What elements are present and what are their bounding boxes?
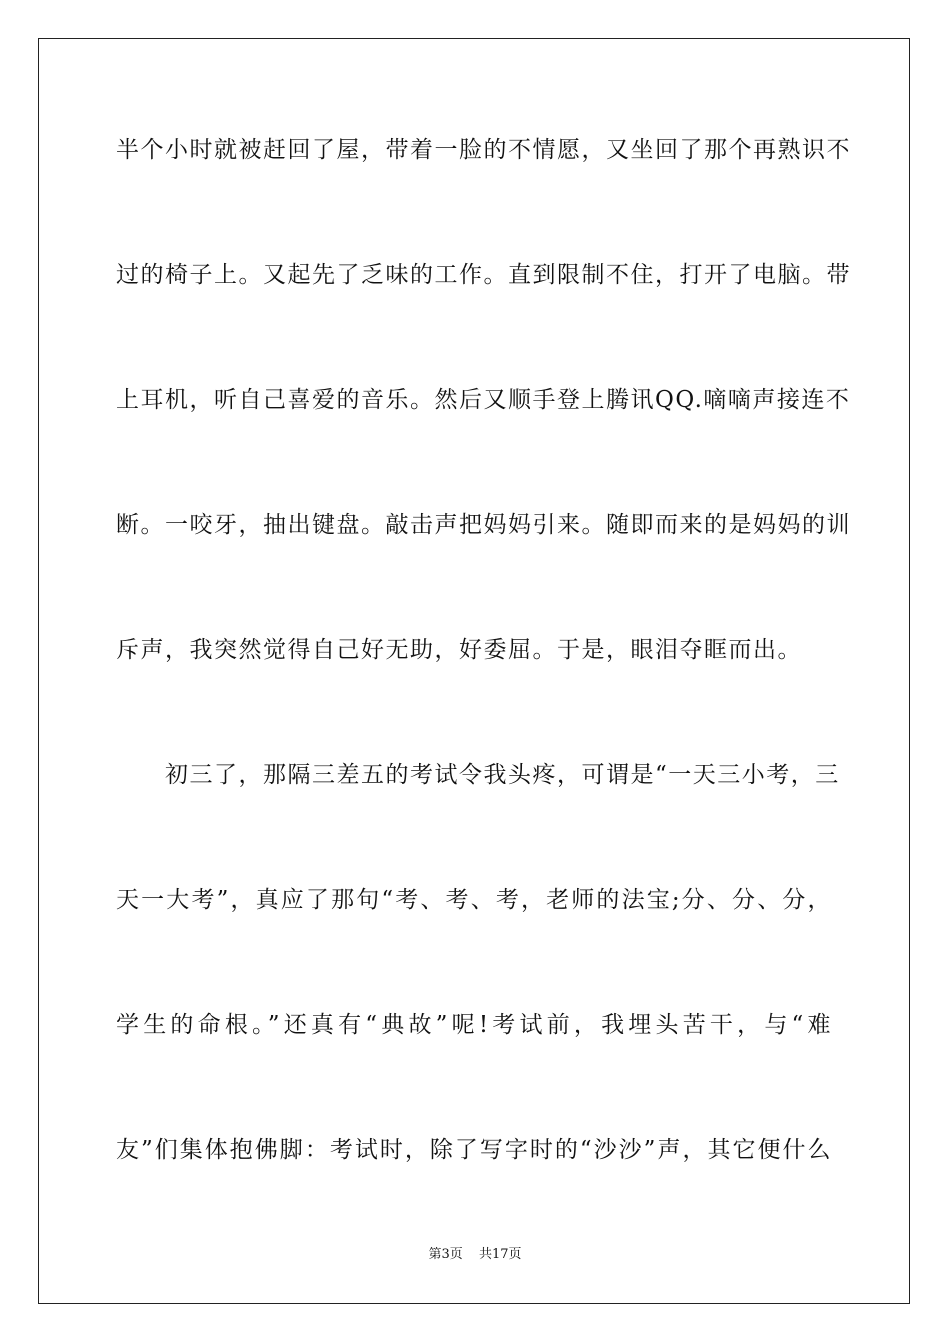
text-line-5: 斥声，我突然觉得自己好无助，好委屈。于是，眼泪夺眶而出。 xyxy=(116,637,802,663)
text-line-6: 初三了，那隔三差五的考试令我头疼，可谓是“一天三小考，三 xyxy=(116,762,840,788)
text-line-2: 过的椅子上。又起先了乏味的工作。直到限制不住，打开了电脑。带 xyxy=(116,262,851,288)
page-border xyxy=(38,38,910,1304)
text-line-8: 学生的命根。”还真有“典故”呢!考试前，我埋头苦干，与“难 xyxy=(116,1012,832,1038)
text-line-1: 半个小时就被赶回了屋，带着一脸的不情愿，又坐回了那个再熟识不 xyxy=(116,137,851,163)
page-footer xyxy=(0,1247,950,1263)
text-line-9: 友”们集体抱佛脚：考试时，除了写字时的“沙沙”声，其它便什么 xyxy=(116,1137,832,1163)
text-line-3: 上耳机，听自己喜爱的音乐。然后又顺手登上腾讯QQ.嘀嘀声接连不 xyxy=(116,387,851,413)
page-number: 第3页 xyxy=(428,1247,463,1262)
page-total: 共17页 xyxy=(478,1247,522,1262)
text-line-4: 断。一咬牙，抽出键盘。敲击声把妈妈引来。随即而来的是妈妈的训 xyxy=(116,512,851,538)
text-line-7: 天一大考”，真应了那句“考、考、考，老师的法宝;分、分、分， xyxy=(116,887,832,913)
